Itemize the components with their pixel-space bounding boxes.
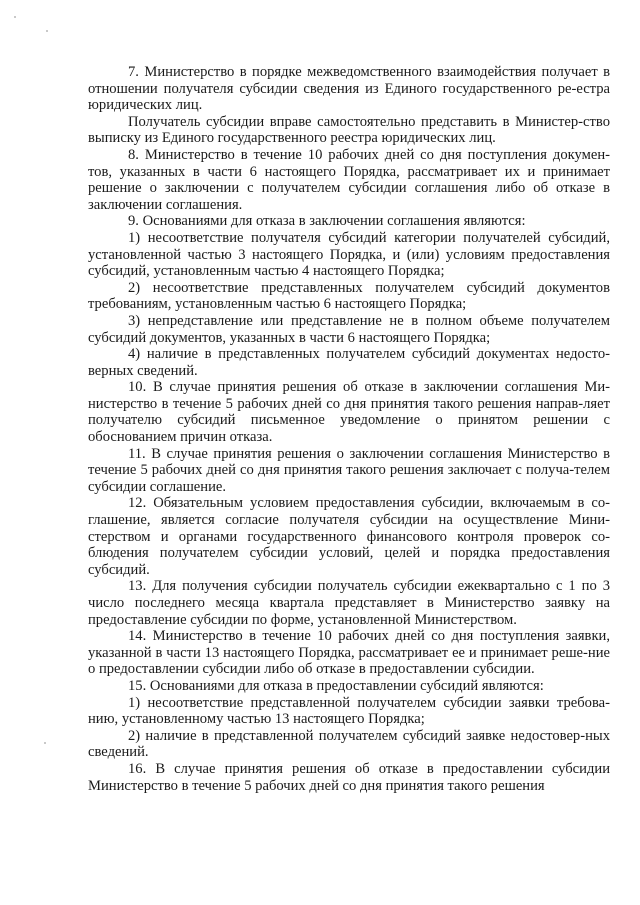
paragraph-10: 10. В случае принятия решения об отказе в заключении соглашения Ми-нистерство в течение 5 рабочих дней со дня принятия такого решения направ-ляет получателю субсидий письменное уведомление о принятом решении с обоснованием причин отказа. xyxy=(88,379,610,446)
scan-speck xyxy=(14,16,16,18)
paragraph-15-item-1: 1) несоответствие представленной получателем субсидии заявки требова-нию, установленному частью 13 настоящего Порядка; xyxy=(88,694,610,728)
paragraph-extract-right: Получатель субсидии вправе самостоятельно представить в Министер-ство выписку из Единого государственного реестра юридических лиц. xyxy=(88,113,610,147)
paragraph-8: 8. Министерство в течение 10 рабочих дней со дня поступления докумен-тов, указанных в части 6 настоящего Порядка, рассматривает их и принимает решение о заключении с получателем субсидии соглашения либо об отказе в заключении соглашения. xyxy=(88,146,610,213)
paragraph-13: 13. Для получения субсидии получатель субсидии ежеквартально с 1 по 3 число последнего месяца квартала представляет в Министерство заявку на предоставление субсидии по форме, установленной Министерством. xyxy=(88,578,610,628)
paragraph-11: 11. В случае принятия решения о заключении соглашения Министерство в течение 5 рабочих дней со дня принятия такого решения заключает с получа-телем субсидии соглашение. xyxy=(88,445,610,495)
paragraph-9-item-3: 3) непредставление или представление не в полном объеме получателем субсидий документов, указанных в части 6 настоящего Порядка; xyxy=(88,312,610,346)
scan-speck xyxy=(46,30,48,32)
paragraph-7: 7. Министерство в порядке межведомственного взаимодействия получает в отношении получателя субсидии сведения из Единого государственного ре-естра юридических лиц. xyxy=(88,64,610,114)
paragraph-12: 12. Обязательным условием предоставления субсидии, включаемым в со-глашение, является согласие получателя субсидии на осуществление Мини-стерством и органами государственного финансового контроля проверок со-блюдения получателем субсидии условий, целей и порядка предоставления субсидий. xyxy=(88,495,610,578)
paragraph-15: 15. Основаниями для отказа в предоставлении субсидий являются: xyxy=(128,677,544,694)
paragraph-9: 9. Основаниями для отказа в заключении соглашения являются: xyxy=(128,213,526,230)
paragraph-9-item-2: 2) несоответствие представленных получателем субсидий документов требованиям, установленным частью 6 настоящего Порядка; xyxy=(88,279,610,313)
paragraph-9-item-4: 4) наличие в представленных получателем субсидий документах недосто-верных сведений. xyxy=(88,346,610,379)
paragraph-14: 14. Министерство в течение 10 рабочих дней со дня поступления заявки, указанной в части 13 настоящего Порядка, рассматривает ее и принимает реше-ние о предоставлении субсидии либо об отказе в предоставлении субсидии. xyxy=(88,628,610,678)
paragraph-9-item-1: 1) несоответствие получателя субсидий категории получателей субсидий, установленной частью 3 настоящего Порядка, и (или) условиям предоставления субсидий, установленным частью 4 настоящего Порядка; xyxy=(88,229,610,280)
paragraph-15-item-2: 2) наличие в представленной получателем субсидий заявке недостовер-ных сведений. xyxy=(88,727,610,761)
scan-speck xyxy=(44,742,46,744)
document-body xyxy=(88,64,610,794)
paragraph-16: 16. В случае принятия решения об отказе в предоставлении субсидии Министерство в течение 5 рабочих дней со дня принятия такого решения xyxy=(88,760,610,794)
